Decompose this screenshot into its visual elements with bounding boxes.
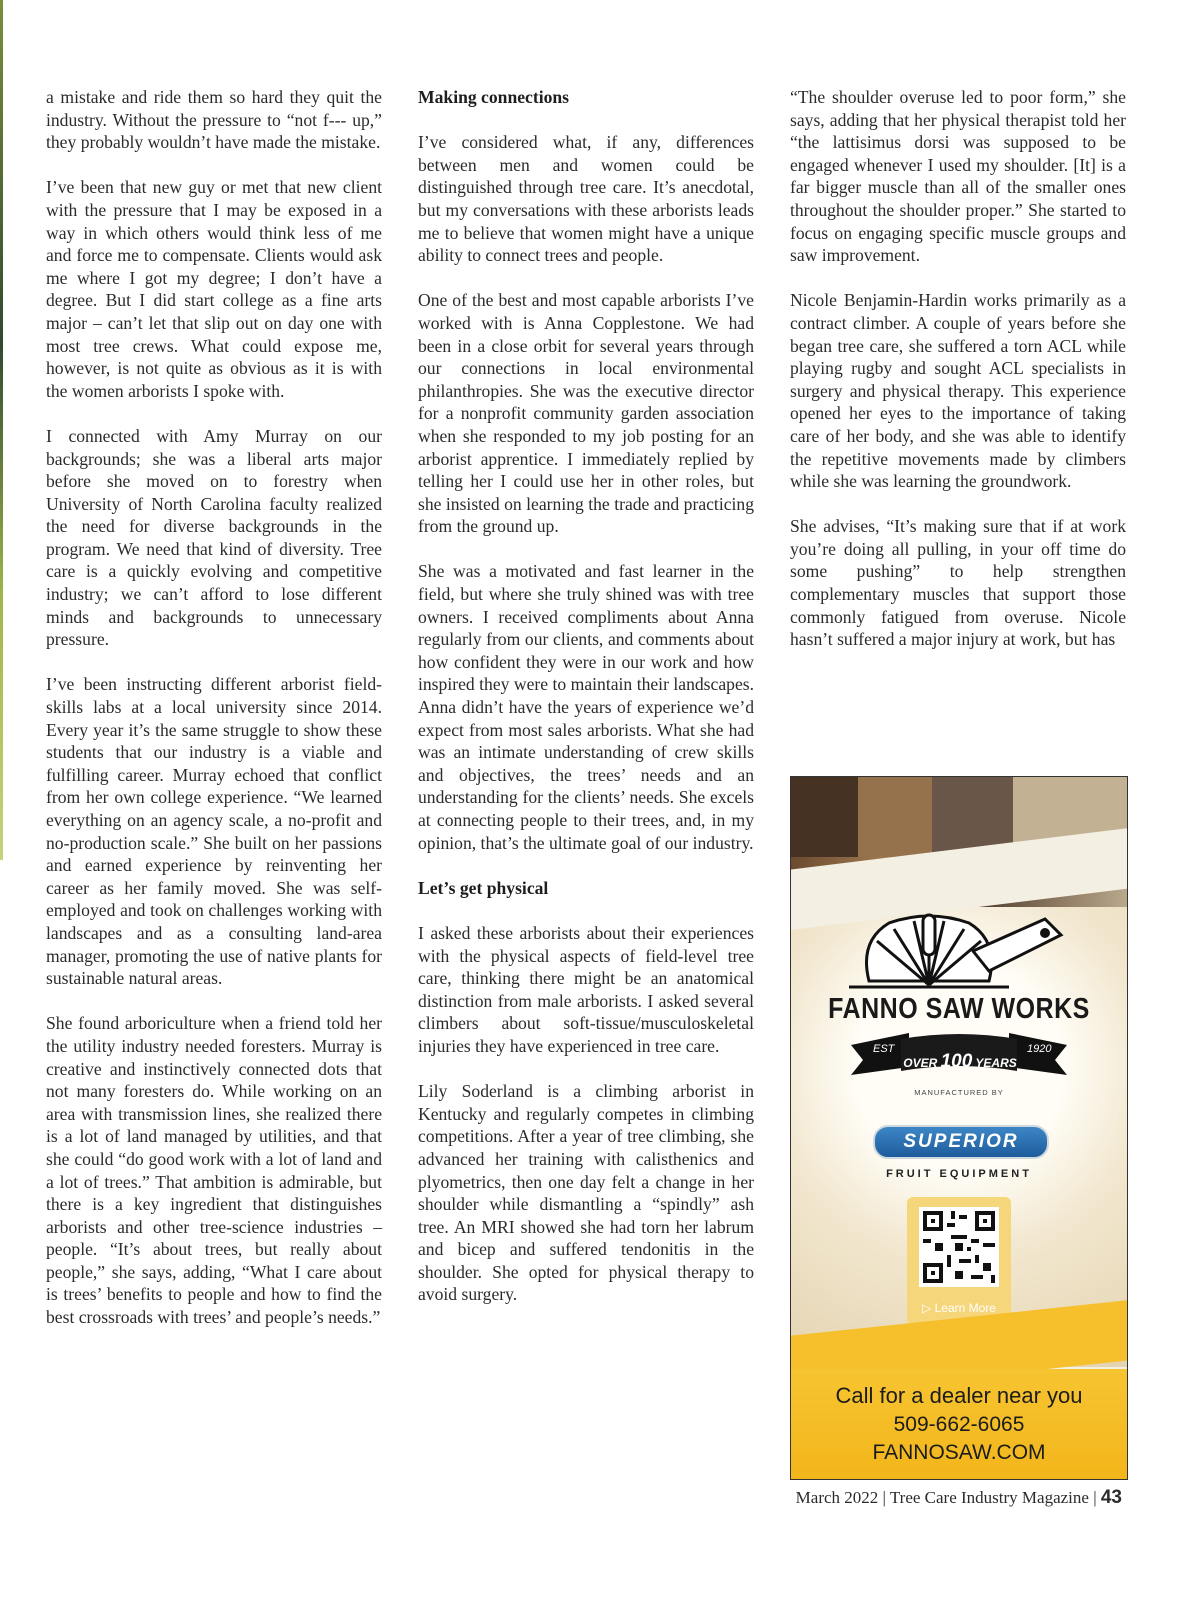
- paragraph: She advises, “It’s making sure that if at work you’re doing all pulling, in your off time do some pushing” to help strengthen complementary muscles that support those commonly fatigued from overuse. Nicole hasn’t suffered a major injury at work, but has: [790, 516, 1126, 650]
- manufactured-by: MANUFACTURED BY: [914, 1088, 1004, 1097]
- article-column-1: [46, 86, 382, 1351]
- est-year: 1920: [1027, 1043, 1052, 1055]
- qr-code-icon: [919, 1207, 999, 1287]
- years-label: YEARS: [975, 1056, 1017, 1070]
- brand-name: FANNO SAW WORKS: [828, 992, 1090, 1026]
- fan-saw-logo-icon: [849, 911, 1069, 993]
- paragraph: I’ve been instructing different arborist field-skills labs at a local university since 2014. Every year it’s the same struggle to show these students that our industry is a viable and fulfilling career. Murray echoed that conflict from her own college experience. “We learned everything on an agency scale, a no-profit and no-production scale.” She built on her passions and earned experience by reinventing her career as her family moved. She was self-employed and took on challenges working with landscapes and as a consulting land-area manager, promoting the use of native plants for sustainable natural areas.: [46, 674, 382, 989]
- paragraph: I asked these arborists about their experiences with the physical aspects of field-level tree care, thinking there might be an anatomical distinction from male arborists. I asked several climbers about soft-tissue/musculoskeletal injuries they have experienced in tree care.: [418, 922, 754, 1056]
- paragraph: I connected with Amy Murray on our backgrounds; she was a liberal arts major before she moved on to forestry when University of North Carolina faculty realized the need for diverse backgrounds in the program. We need that kind of diversity. Tree care is a quickly evolving and competitive industry; we can’t afford to lose different minds and backgrounds to unnecessary pressure.: [46, 425, 382, 650]
- page-footer: [796, 1487, 1122, 1509]
- page-number: 43: [1100, 1487, 1122, 1508]
- paragraph: One of the best and most capable arborists I’ve worked with is Anna Copplestone. We had been in a close orbit for several years through our connections in local environmental philanthropies. She was the executive director for a nonprofit community garden association when she responded to my job posting for an arborist apprentice. I immediately replied by telling her I could use her in other roles, but she insisted on learning the trade and practicing from the ground up.: [418, 290, 754, 537]
- est-label: EST: [873, 1043, 895, 1055]
- cta-phone[interactable]: 509-662-6065: [893, 1413, 1025, 1436]
- page-edge-strip: [0, 0, 3, 860]
- issue-line: March 2022 | Tree Care Industry Magazine |: [795, 1488, 1097, 1507]
- fruit-equipment: FRUIT EQUIPMENT: [886, 1168, 1032, 1180]
- article-column-3: [790, 86, 1126, 673]
- paragraph: Lily Soderland is a climbing arborist in Kentucky and regularly competes in climbing competitions. After a year of tree climbing, she advanced her training with calisthenics and plyometrics, then one day felt a change in her shoulder while dismantling a “spindly” ash tree. An MRI showed she had torn her labrum and bicep and suffered tendonitis in the shoulder. She opted for physical therapy to avoid surgery.: [418, 1081, 754, 1305]
- section-heading: Making connections: [418, 87, 570, 107]
- paragraph: I’ve considered what, if any, differences between men and women could be distinguished through tree care. It’s anecdotal, but my conversations with these arborists leads me to believe that women might have a unique ability to connect trees and people.: [418, 132, 754, 266]
- paragraph: a mistake and ride them so hard they quit the industry. Without the pressure to “not f--- up,” they probably wouldn’t have made the mistake.: [46, 87, 382, 153]
- section-heading: Let’s get physical: [418, 877, 549, 898]
- article-column-2: [418, 86, 754, 1329]
- paragraph: “The shoulder overuse led to poor form,” she says, adding that her physical therapist told her “the lattisimus dorsi was supposed to be engaged whenever I used my shoulder. [It] is a far bigger muscle than all of the smaller ones throughout the shoulder proper.” She started to focus on engaging specific muscle groups and saw improvement.: [790, 87, 1126, 266]
- qr-learn-more[interactable]: [907, 1197, 1011, 1325]
- paragraph: Nicole Benjamin-Hardin works primarily as a contract climber. A couple of years before she began tree care, she suffered a torn ACL while playing rugby and sought ACL specialists in surgery and physical therapy. This experience opened her eyes to the importance of taking care of her body, and she was able to identify the repetitive movements made by climbers while she was learning the groundwork.: [790, 290, 1126, 492]
- superior-logo: SUPERIOR: [873, 1125, 1049, 1159]
- over-100-years: [901, 1051, 1019, 1073]
- fanno-saw-works-advertisement[interactable]: [790, 776, 1128, 1480]
- over-label: OVER: [903, 1056, 938, 1070]
- learn-more-link[interactable]: [911, 1301, 1007, 1315]
- hundred-label: 100: [940, 1051, 973, 1072]
- cta-dealer: Call for a dealer near you: [835, 1383, 1083, 1408]
- paragraph: I’ve been that new guy or met that new client with the pressure that I may be exposed in a way in which others would think less of me and force me to compensate. Clients would ask me where I got my degree; I don’t have a degree. But I did start college as a fine arts major – can’t let that slip out on day one with most tree crews. What could expose me, however, is not quite as obvious as it is with the women arborists I spoke with.: [46, 177, 382, 401]
- cta-url[interactable]: FANNOSAW.COM: [872, 1441, 1046, 1464]
- play-icon: ▷: [922, 1301, 935, 1315]
- paragraph: She was a motivated and fast learner in the field, but where she truly shined was with tree owners. I received compliments about Anna regularly from our clients, and comments about how confident they were in our work and how inspired they were to maintain their landscapes. Anna didn’t have the years of experience we’d expect from most sales arborists. What she had was an intimate understanding of crew skills and objectives, the trees’ needs and an understanding for the clients’ needs. She excels at connecting people to their trees, and, in my opinion, that’s the ultimate goal of our industry.: [418, 561, 754, 853]
- paragraph: She found arboriculture when a friend told her the utility industry needed foresters. Murray is creative and instinctively connected dots that not many foresters do. While working on an area with transmission lines, she realized there is a lot of land managed by utilities, and that she could “do good work with a lot of land and a lot of trees.” That ambition is admirable, but there is a key ingredient that distinguishes arborists and other tree-science industries – people. “It’s about trees, but really about people,” she says, adding, “What I care about is trees’ benefits to people and how to find the best crossroads with trees’ and people’s needs.”: [46, 1013, 382, 1328]
- learn-more-label: Learn More: [934, 1301, 996, 1315]
